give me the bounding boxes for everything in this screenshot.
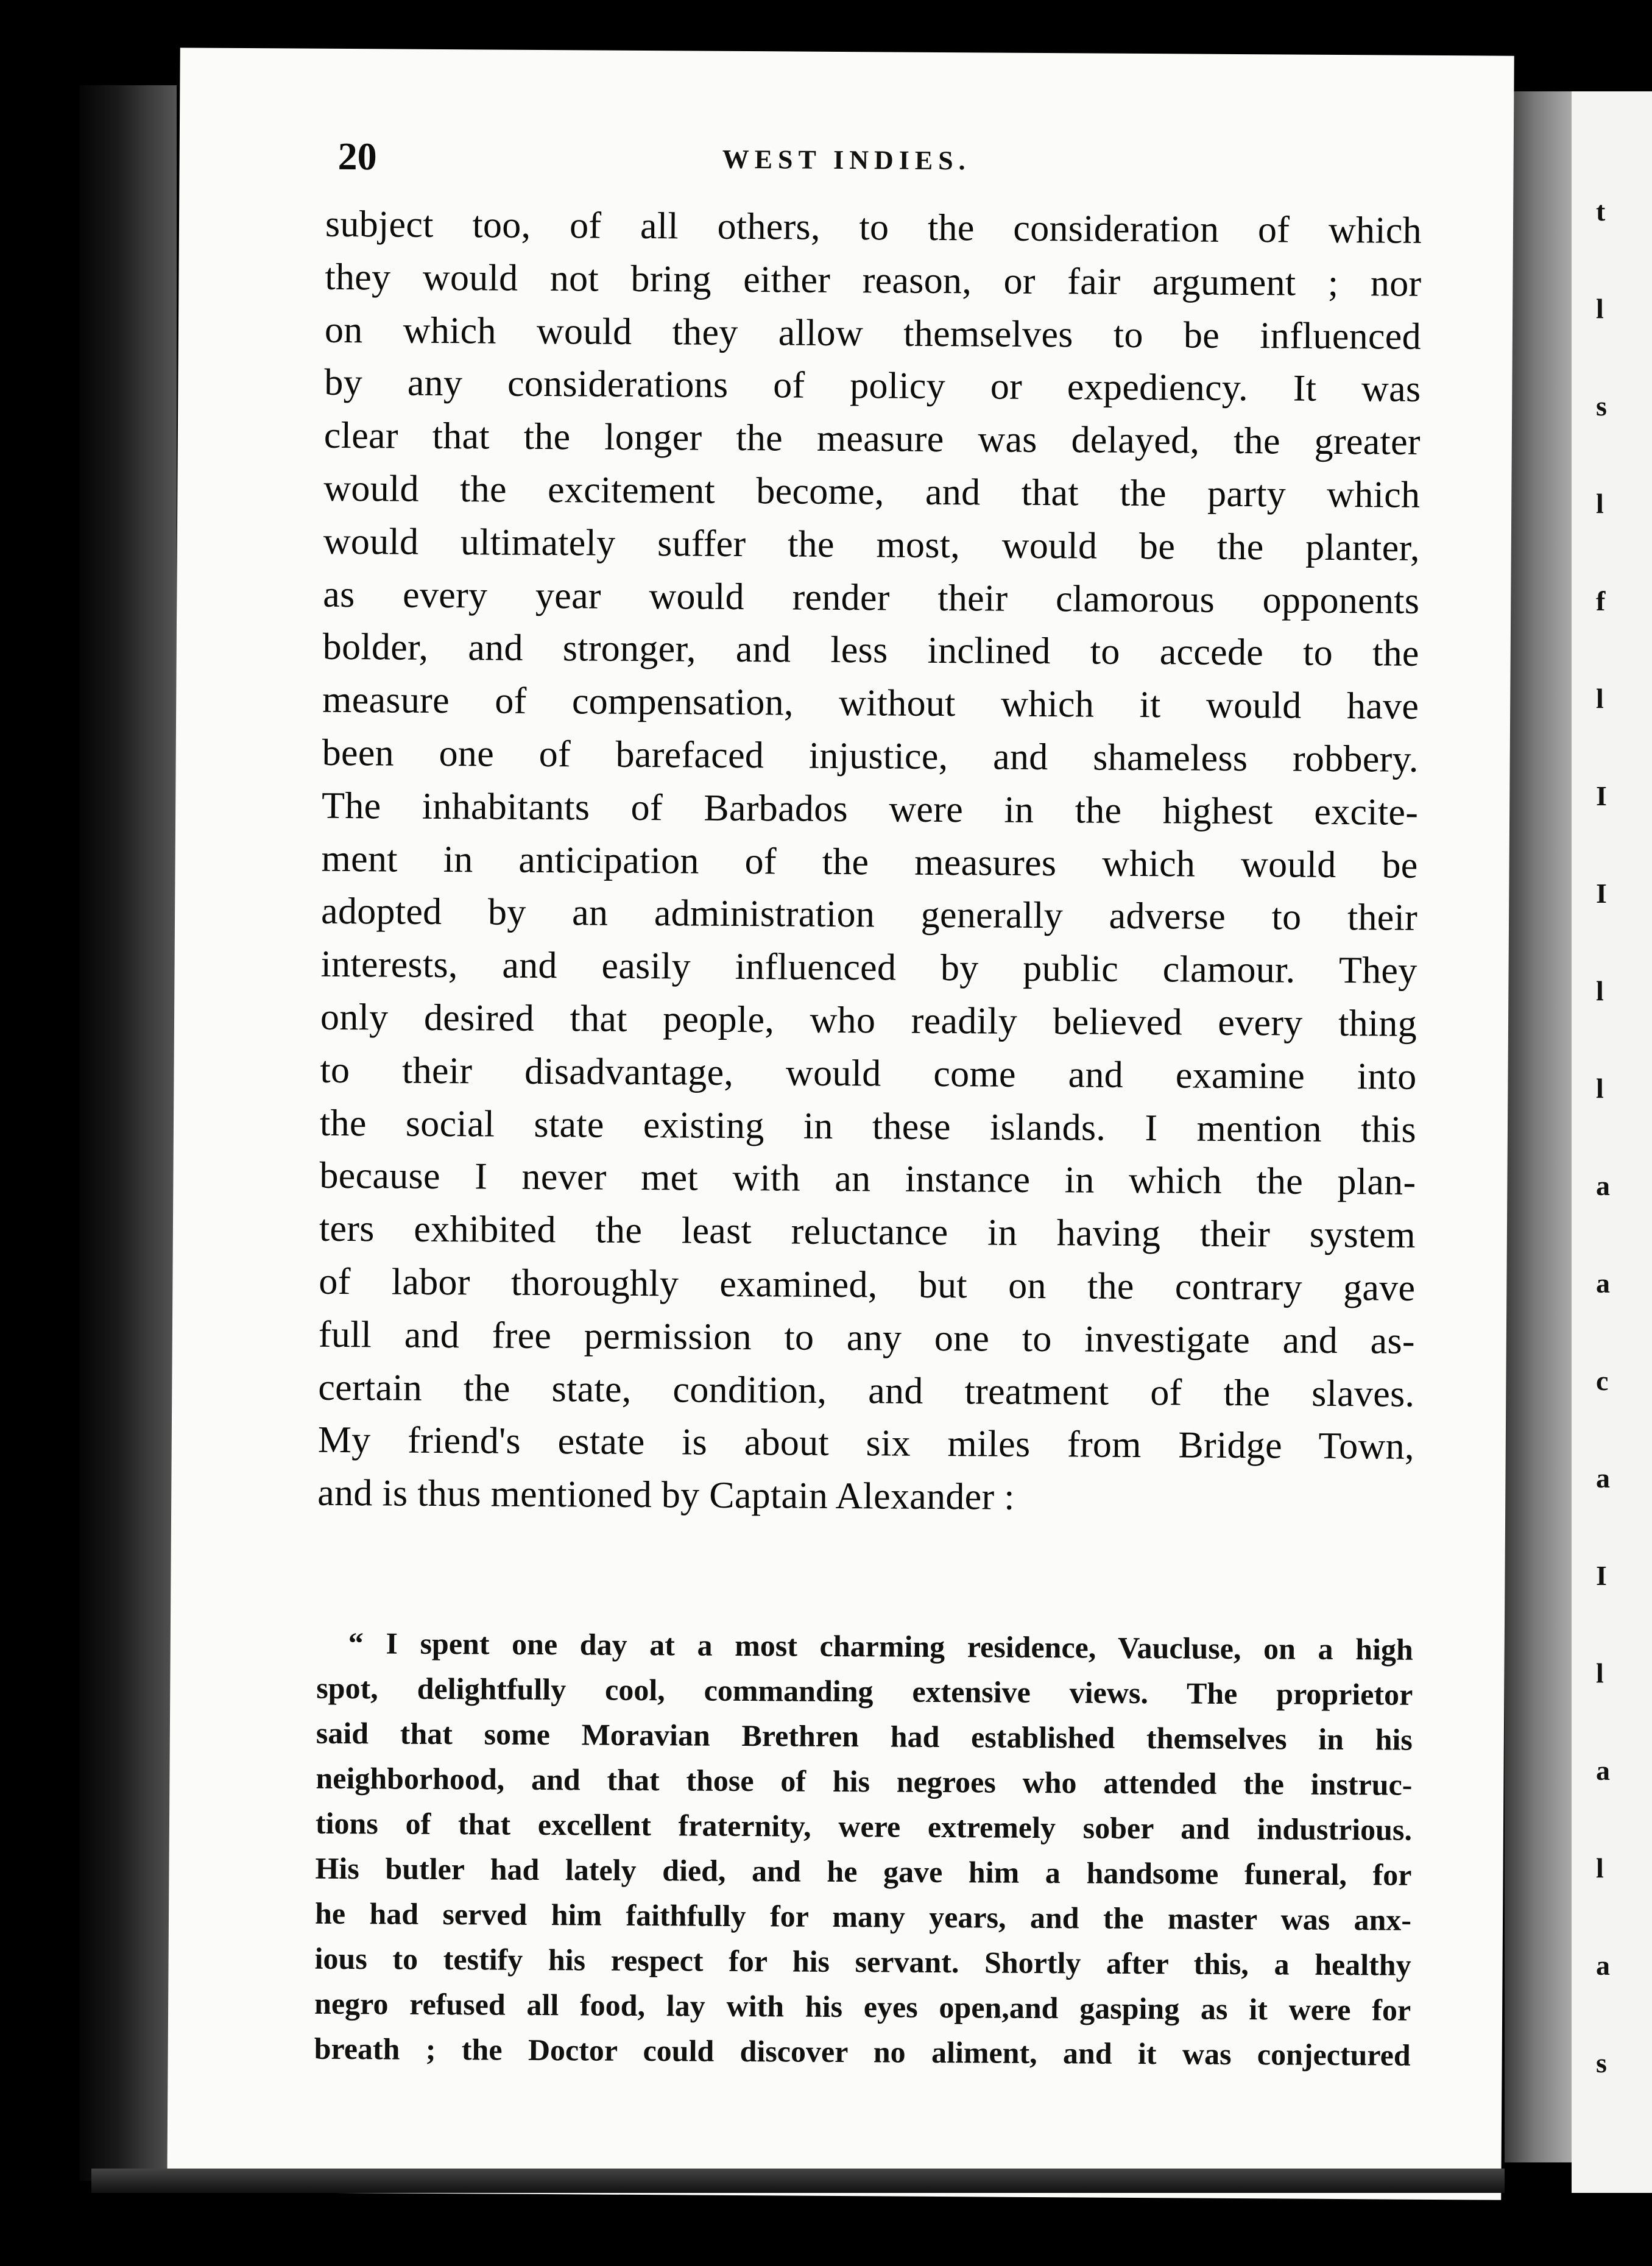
facing-page-fragment: a bbox=[1596, 1755, 1610, 1786]
facing-page-fragment: a bbox=[1596, 1170, 1610, 1201]
facing-page-fragment: l bbox=[1596, 975, 1604, 1006]
text-line: been one of barefaced injustice, and shameless robbery. bbox=[322, 732, 1419, 780]
text-line: would the excitement become, and that the party which bbox=[323, 467, 1421, 516]
facing-page-fragment: t bbox=[1596, 196, 1606, 227]
facing-page-fragment: l bbox=[1596, 1657, 1604, 1689]
text-line: full and free permission to any one to investigate and as- bbox=[318, 1313, 1416, 1362]
text-line: would ultimately suffer the most, would be the planter, bbox=[323, 520, 1421, 569]
facing-page-fragment: c bbox=[1596, 1365, 1609, 1396]
body-paragraph bbox=[317, 198, 1422, 1527]
quote-line: spot, delightfully cool, commanding extensive views. The proprietor bbox=[316, 1670, 1413, 1712]
quote-line: ious to testify his respect for his servant. Shortly after this, a healthy bbox=[314, 1941, 1411, 1982]
facing-page-fragment: l bbox=[1596, 293, 1604, 324]
text-line: clear that the longer the measure was delayed, the greater bbox=[323, 414, 1421, 463]
text-line: subject too, of all others, to the consideration of which bbox=[325, 203, 1422, 252]
text-line: only desired that people, who readily believed every thing bbox=[320, 996, 1417, 1045]
facing-page-fragment: s bbox=[1596, 390, 1607, 422]
text-line: ters exhibited the least reluctance in having their system bbox=[319, 1207, 1416, 1256]
facing-page-fragment: I bbox=[1596, 878, 1607, 909]
gutter-shadow bbox=[1505, 91, 1572, 2162]
text-line: measure of compensation, without which it would have bbox=[322, 679, 1419, 727]
facing-page-fragment: l bbox=[1596, 683, 1604, 714]
quote-line: “ I spent one day at a most charming residence, Vaucluse, on a high bbox=[348, 1626, 1413, 1667]
text-line: ment in anticipation of the measures which would be bbox=[321, 838, 1418, 886]
quote-line: he had served him faithfully for many years, and the master was anx- bbox=[314, 1896, 1412, 1937]
text-line: bolder, and stronger, and less inclined to accede to the bbox=[322, 626, 1419, 675]
text-line: and is thus mentioned by Captain Alexander : bbox=[317, 1472, 1015, 1518]
text-line: because I never met with an instance in which the plan- bbox=[319, 1155, 1416, 1204]
facing-page-fragment: a bbox=[1596, 1950, 1610, 1981]
page-number: 20 bbox=[337, 134, 377, 178]
text-line: of labor thoroughly examined, but on the contrary gave bbox=[319, 1260, 1416, 1309]
facing-page-edge bbox=[1572, 91, 1652, 2193]
running-head bbox=[179, 127, 1513, 183]
text-line: The inhabitants of Barbados were in the highest excite- bbox=[321, 785, 1419, 833]
quote-line: His butler had lately died, and he gave him a handsome funeral, for bbox=[315, 1851, 1412, 1892]
text-line: as every year would render their clamorous opponents bbox=[323, 573, 1420, 622]
facing-page-fragment: s bbox=[1596, 2047, 1607, 2078]
block-quote bbox=[314, 1620, 1413, 2078]
text-line: on which would they allow themselves to be influenced bbox=[324, 309, 1422, 358]
quote-line: breath ; the Doctor could discover no aliment, and it was conjectured bbox=[314, 2031, 1411, 2072]
text-line: certain the state, condition, and treatment of the slaves. bbox=[318, 1366, 1415, 1415]
facing-page-fragment: a bbox=[1596, 1463, 1610, 1494]
text-line: the social state existing in these islands. I mention this bbox=[319, 1102, 1417, 1151]
facing-page-fragment: l bbox=[1596, 1073, 1604, 1104]
facing-page-fragment: I bbox=[1596, 780, 1607, 811]
facing-page-fragment: f bbox=[1596, 585, 1606, 616]
quote-line: tions of that excellent fraternity, were extremely sober and industrious. bbox=[315, 1805, 1413, 1847]
quote-line: said that some Moravian Brethren had established themselves in his bbox=[316, 1715, 1413, 1757]
running-title: WEST INDIES. bbox=[722, 144, 971, 176]
quote-line: neighborhood, and that those of his negroes who attended the instruc- bbox=[316, 1760, 1413, 1802]
facing-page-fragment: l bbox=[1596, 488, 1604, 519]
book-page bbox=[167, 48, 1514, 2200]
page-bottom-edge bbox=[91, 2169, 1505, 2193]
facing-page-fragment: I bbox=[1596, 1560, 1607, 1591]
text-line: by any considerations of policy or expediency. It was bbox=[324, 362, 1421, 411]
text-line: interests, and easily influenced by public clamour. They bbox=[320, 943, 1417, 992]
text-line: they would not bring either reason, or fair argument ; nor bbox=[325, 256, 1422, 305]
quote-line: negro refused all food, lay with his eyes open,and gasping as it were for bbox=[314, 1986, 1411, 2027]
text-line: My friend's estate is about six miles from Bridge Town, bbox=[317, 1419, 1414, 1468]
facing-page-fragment: a bbox=[1596, 1268, 1610, 1299]
text-line: adopted by an administration generally adverse to their bbox=[320, 891, 1418, 939]
text-line: to their disadvantage, would come and examine into bbox=[320, 1049, 1417, 1098]
book-binding-shadow bbox=[79, 85, 177, 2181]
facing-page-fragment: l bbox=[1596, 1852, 1604, 1883]
